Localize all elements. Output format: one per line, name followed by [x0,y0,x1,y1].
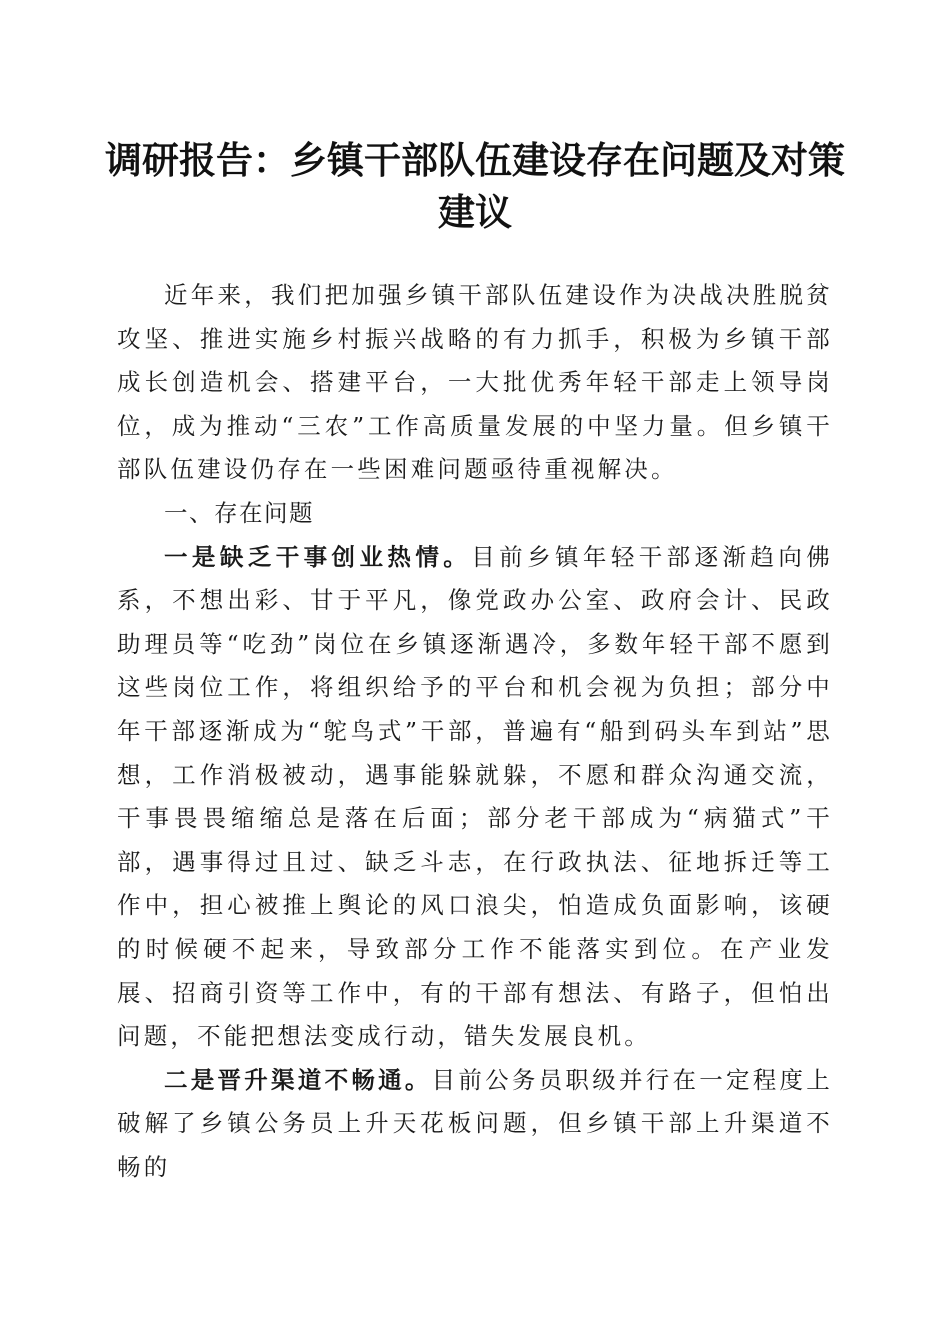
title-line-1: 调研报告：乡镇干部队伍建设存在问题及对策 [105,138,845,182]
section-heading-problems: 一、存在问题 [164,498,314,527]
document-body [117,274,833,1189]
point-1-paragraph [117,536,833,1059]
point-1-text: 目前乡镇年轻干部逐渐趋向佛系，不想出彩、甘于平凡，像党政办公室、政府会计、民政助理员等“吃劲”岗位在乡镇逐渐遇冷，多数年轻干部不愿到这些岗位工作，将组织给予的平台和机会视为负担；部分中年干部逐渐成为“鸵鸟式”干部，普遍有“船到码头车到站”思想，工作消极被动，遇事能躲就躲，不愿和群众沟通交流，干事畏畏缩缩总是落在后面；部分老干部成为“病猫式”干部，遇事得过且过、缺乏斗志，在行政执法、征地拆迁等工作中，担心被推上舆论的风口浪尖，怕造成负面影响，该硬的时候硬不起来，导致部分工作不能落实到位。在产业发展、招商引资等工作中，有的干部有想法、有路子，但怕出问题，不能把想法变成行动，错失发展良机。 [117,542,833,1051]
point-1-lead: 一是缺乏干事创业热情。 [164,542,472,571]
point-2-paragraph [117,1059,833,1190]
intro-paragraph: 近年来，我们把加强乡镇干部队伍建设作为决战决胜脱贫攻坚、推进实施乡村振兴战略的有力抓手，积极为乡镇干部成长创造机会、搭建平台，一大批优秀年轻干部走上领导岗位，成为推动“三农”工作高质量发展的中坚力量。但乡镇干部队伍建设仍存在一些困难问题亟待重视解决。 [117,281,833,484]
point-2-lead: 二是晋升渠道不畅通。 [164,1065,432,1094]
document-title [100,134,850,238]
point-2-text: 目前公务员职级并行在一定程度上破解了乡镇公务员上升天花板问题，但乡镇干部上升渠道不畅的 [117,1065,833,1181]
title-line-2: 建议 [438,190,512,234]
